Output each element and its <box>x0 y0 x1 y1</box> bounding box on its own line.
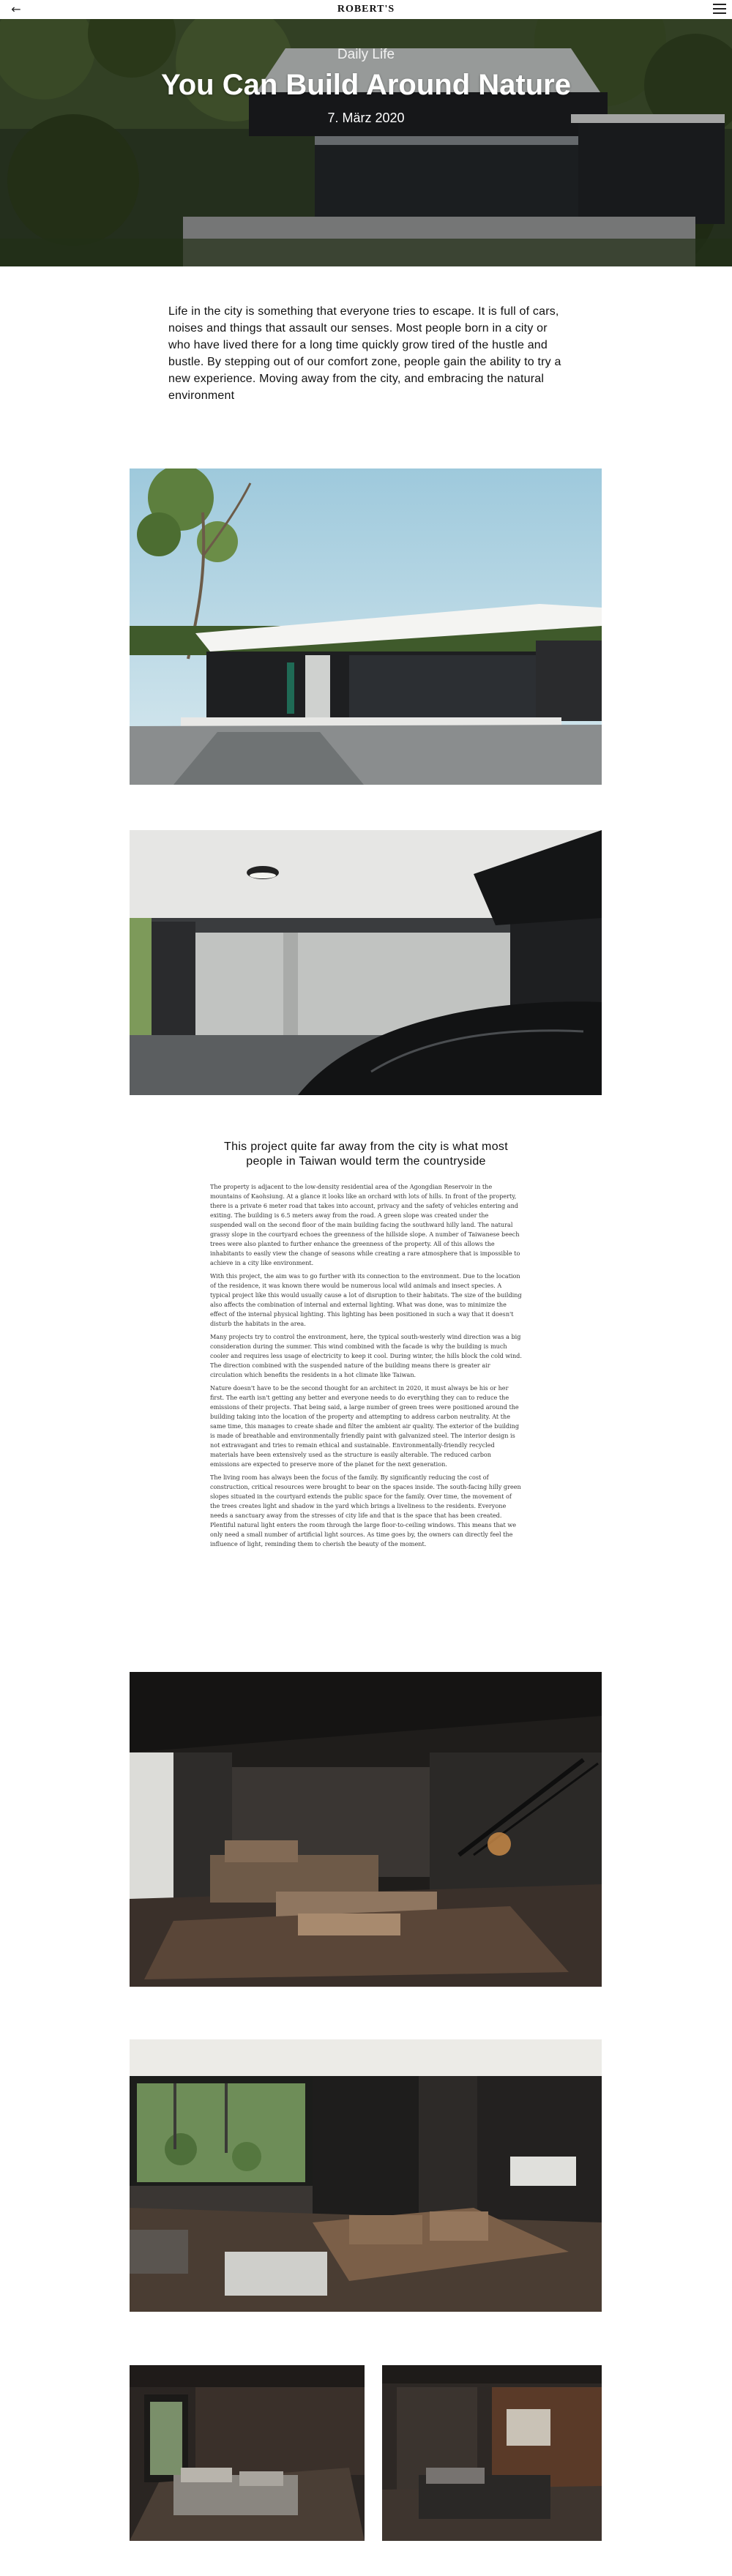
site-logo[interactable]: ROBERT'S <box>337 4 395 15</box>
living-room-photo <box>130 1672 602 1987</box>
publish-date: 7. März 2020 <box>327 111 405 125</box>
article-heading: This project quite far away from the city is what most people in Taiwan would term the countryside <box>224 1140 508 1168</box>
lounge-photo <box>130 2039 602 2312</box>
hamburger-menu-icon[interactable] <box>713 4 726 14</box>
bedroom-photo-2 <box>382 2365 602 2541</box>
article-paragraph: The living room has always been the focus of the family. By significantly reducing the cost of construction, critical resources were brought to bear on the spaces inside. The south-facing hilly green slopes situated in the courtyard extends the public space for the family. Over time, the movement of the trees creates light and shadow in the yard which brings a liveliness to the residents. Everyone needs a sanctuary away from the stresses of city life and that is the space that has been created. Plentiful natural light enters the room through the large floor-to-ceiling windows. This means that we only need a small number of artificial light sources. As time goes by, the owners can directly feel the influence of light, reminding them to cherish the beauty of the moment. <box>210 1474 521 1548</box>
carport-photo <box>130 830 602 1095</box>
bedroom-photo <box>130 2365 365 2541</box>
article-paragraph: The property is adjacent to the low-density residential area of the Agongdian Reservoir in the mountains of Kaohsiung. At a glance it looks like an orchard with lots of hills. In front of the property, there is a private 6 meter road that takes into account, privacy and the safety of vehicles entering and exiting. The building is 6.5 meters away from the road. A green slope was created under the suspended wall on the second floor of the main building facing the southward hilly land. The natural grassy slope in the courtyard echoes the greenness of the hillside slope. A number of Taiwanese beech trees were also planted to further enhance the greenness of the property. All of this allows the inhabitants to easily view the change of seasons while creating a rare atmosphere that is impossible to achieve in a city like environment. <box>210 1183 520 1266</box>
back-arrow-icon[interactable]: ← <box>11 2 21 16</box>
article-paragraph: Many projects try to control the environment, here, the typical south-westerly wind direction was a big consideration during the summer. This wind combined with the facade is why the building is much cooler and requires less usage of electricity to keep it cool. During winter, the hills block the cold wind. The direction combined with the suspended nature of the building means there is greater air circulation which benefits the residents in a hot climate like Taiwan. <box>210 1333 522 1378</box>
exterior-photo <box>130 468 602 785</box>
article-paragraph: With this project, the aim was to go further with its connection to the environment. Due to the location of the residence, it was known there would be numerous local wild animals and insect species. A typical project like this would usually cause a lot of disruption to their habitats. The size of the building also affects the combination of internal and external lighting. What was done, was to minimize the effect of the internal physical lighting. This lighting has been positioned in such a way that it doesn't disturb the habitats in the area. <box>210 1272 522 1327</box>
hero-text <box>0 47 732 126</box>
top-bar <box>0 0 732 19</box>
page-title: You Can Build Around Nature <box>161 69 571 101</box>
article-paragraph: Nature doesn't have to be the second thought for an architect in 2020, it must always be his or her first. The earth isn't getting any better and everyone needs to do everything they can to reduce the emissions of their projects. That being said, a large number of green trees were positioned around the building taking into the location of the property and attempting to address carbon neutrality. At the same time, this manages to create shade and filter the ambient air quality. The exterior of the building is made of breathable and environmentally friendly paint with galvanized steel. The interior design is not extravagant and tries to remain ethical and sustainable. Environmentally-friendly recycled materials have been extensively used as the structure is easily alterable. The reduced carbon emissions are expected to preserve more of the planet for the next generation. <box>210 1384 520 1468</box>
hero-banner <box>0 19 732 266</box>
article-body <box>210 1140 522 1553</box>
hero-category[interactable]: Daily Life <box>337 47 395 62</box>
intro-paragraph: Life in the city is something that everyone tries to escape. It is full of cars, noises and things that assault our senses. Most people born in a city or who have lived there for a long time quickly grow tired of the hustle and bustle. By stepping out of our comfort zone, people gain the ability to try a new experience. Moving away from the city, and embracing the natural environment <box>168 305 561 402</box>
